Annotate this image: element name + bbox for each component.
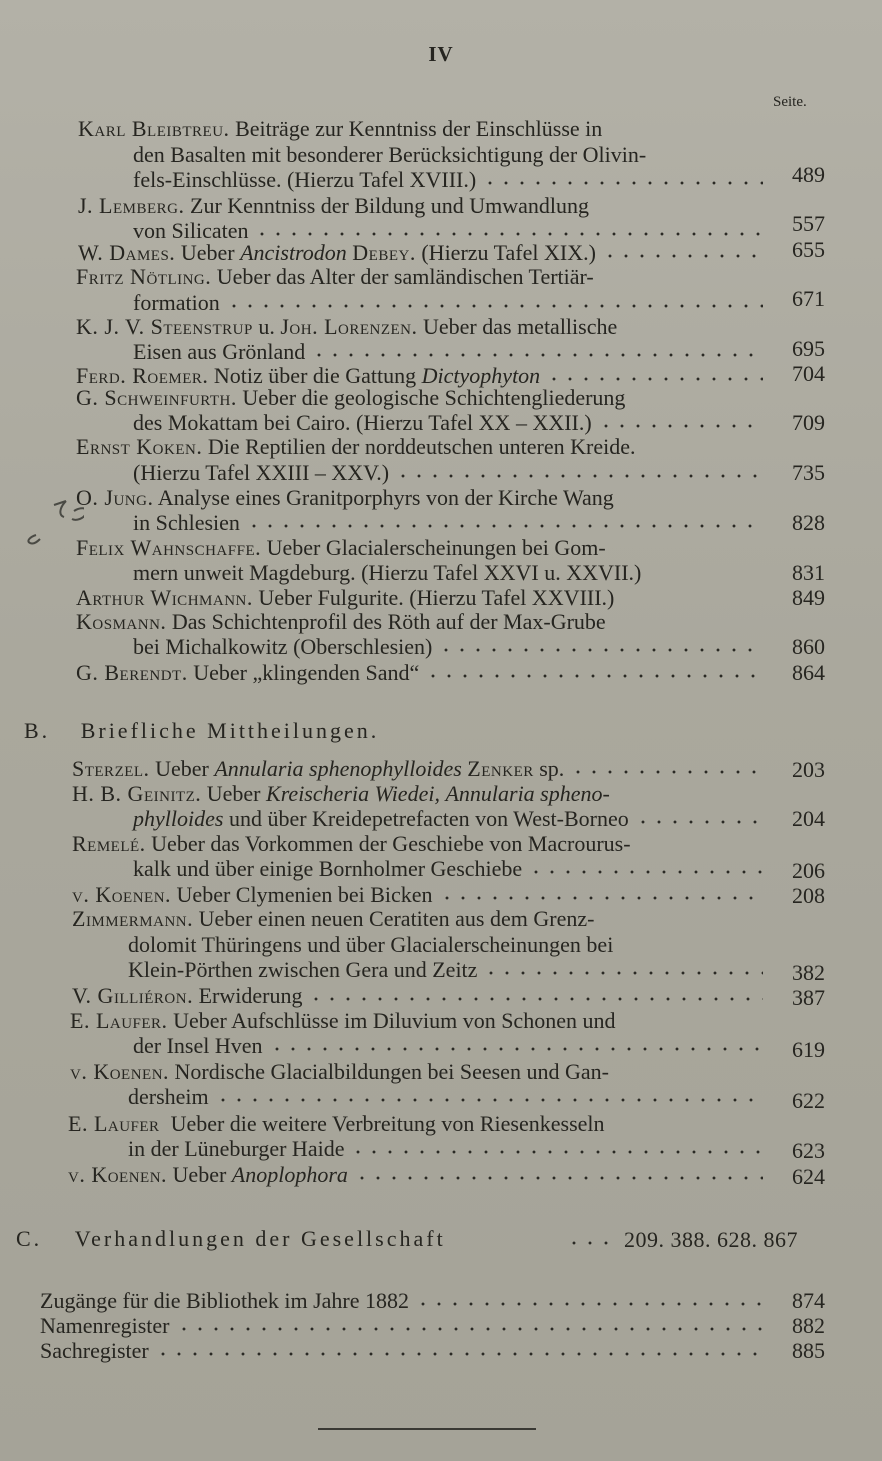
- entry-page-number: 204: [792, 806, 825, 831]
- section-heading-c: [16, 1226, 446, 1252]
- entry-author: J. Lemberg.: [78, 193, 185, 218]
- entry-page-number: 623: [792, 1138, 825, 1163]
- entry-page-number: 489: [792, 162, 825, 187]
- entry-title-line: und über Kreidepetrefacten von West-Borneo: [228, 806, 629, 831]
- leader-dots: [269, 1046, 763, 1052]
- entry-title-line: (Hierzu Tafel XXIII – XXV.): [133, 460, 390, 485]
- entry-page-number: 619: [792, 1037, 825, 1062]
- leader-dots: [254, 231, 763, 237]
- entry-title-line: Analyse eines Granitporphyrs von der Kirche Wang: [157, 485, 614, 510]
- leader-dots: [438, 647, 763, 653]
- entry-author: Felix Wahnschaffe.: [76, 535, 262, 560]
- entry-page-number: 208: [792, 883, 825, 908]
- entry-title-line: Ueber das Alter der samländischen Tertiär-: [216, 264, 594, 289]
- closing-rule: [318, 1428, 536, 1430]
- entry-title-line: Erwiderung: [198, 983, 303, 1008]
- entry-page-number: 874: [792, 1288, 825, 1313]
- leader-dots: [602, 253, 763, 259]
- section-c-pages: 209. 388. 628. 867: [624, 1227, 798, 1252]
- entry-author: W. Dames.: [78, 240, 176, 265]
- taxon-name: Kreischeria Wiedei,: [266, 781, 440, 806]
- entry-title-line: dersheim: [128, 1084, 209, 1109]
- leader-dots: [215, 1097, 763, 1103]
- entry-title-line: Das Schichtenprofil des Röth auf der Max-Grube: [171, 609, 606, 634]
- entry-title-line: Ueber Glacialerscheinungen bei Gom-: [266, 535, 606, 560]
- entry-title-line: Ueber Fulgurite. (Hierzu Tafel XXVIII.): [258, 585, 615, 610]
- entry-page-number: 704: [792, 361, 825, 386]
- entry-title-line: den Basalten mit besonderer Berücksichtigung der Olivin-: [133, 142, 647, 167]
- entry-page-number: 831: [792, 560, 825, 585]
- entry-title-line: Zugänge für die Bibliothek im Jahre 1882: [40, 1288, 410, 1313]
- entry-page-number: 382: [792, 960, 825, 985]
- entry-title-line: des Mokattam bei Cairo. (Hierzu Tafel XX – XXII.): [133, 410, 592, 435]
- leader-dots: [350, 1149, 763, 1155]
- entry-title-line: Ueber das metallische: [423, 314, 618, 339]
- entry-page-number: 624: [792, 1164, 825, 1189]
- entry-page-number: 206: [792, 858, 825, 883]
- entry-title-line: formation: [133, 290, 220, 315]
- entry-title-line: Ueber: [180, 240, 235, 265]
- entry-title-line: Ueber: [155, 756, 209, 781]
- entry-title-line: Ueber Clymenien bei Bicken: [176, 882, 433, 907]
- taxon-name: Ancistrodon: [240, 240, 347, 265]
- entry-title-line: bei Michalkowitz (Oberschlesien): [133, 634, 433, 659]
- entry-author: H. B. Geinitz.: [72, 781, 202, 806]
- entry-title-line: Namenregister: [40, 1313, 170, 1338]
- entry-title-line: Klein-Pörthen zwischen Gera und Zeitz: [128, 957, 478, 982]
- section-letter: C.: [16, 1226, 43, 1251]
- entry-title-line: Ueber Aufschlüsse im Diluvium von Schonen und: [173, 1008, 616, 1033]
- leader-dots: [570, 769, 763, 775]
- entry-title-line: Eisen aus Grönland: [133, 339, 306, 364]
- entry-page-number: 203: [792, 757, 825, 782]
- leader-dots: [566, 1240, 618, 1246]
- entry-title-line: der Insel Hven: [133, 1033, 263, 1058]
- entry-author: Remelé.: [72, 831, 146, 856]
- page-number: IV: [428, 42, 454, 66]
- entry-title-line: Ueber: [172, 1162, 227, 1187]
- entry-page-number: 557: [792, 211, 825, 236]
- taxon-name: Anoplophora: [231, 1162, 348, 1187]
- entry-title-line: Ueber das Vorkommen der Geschiebe von Macrourus-: [151, 831, 631, 856]
- entry-author: E. Laufer.: [70, 1008, 168, 1033]
- entry-author: v. Koenen.: [70, 1059, 170, 1084]
- leader-dots: [635, 819, 763, 825]
- entry-author: Sterzel.: [72, 756, 150, 781]
- entry-title-line: kalk und über einige Bornholmer Geschiebe: [133, 856, 523, 881]
- entry-title-line: Ueber die weitere Verbreitung von Riesenkesseln: [170, 1111, 605, 1136]
- taxon-name: Annularia sphenophylloides: [214, 756, 462, 781]
- entry-author: Zimmermann.: [72, 906, 194, 931]
- entry-title-line: fels-Einschlüsse. (Hierzu Tafel XVIII.): [133, 167, 477, 192]
- leader-dots: [482, 180, 763, 186]
- taxon-suffix: sp.: [539, 756, 565, 781]
- section-heading-b: [24, 718, 379, 744]
- entry-page-number: 860: [792, 634, 825, 659]
- leader-dots: [415, 1301, 763, 1307]
- entry-title-line: mern unweit Magdeburg. (Hierzu Tafel XXVI u. XXVII.): [133, 560, 642, 585]
- taxon-name: Annularia spheno-: [445, 781, 610, 806]
- leader-dots: [439, 895, 763, 901]
- section-title: Briefliche Mittheilungen.: [80, 718, 380, 743]
- pencil-mark-icon: [14, 495, 84, 555]
- leader-dots: [246, 523, 763, 529]
- entry-title-line: von Silicaten: [133, 218, 249, 243]
- entry-title-line: Nordische Glacialbildungen bei Seesen und Gan-: [174, 1059, 609, 1084]
- entry-title-line: Sachregister: [40, 1338, 149, 1363]
- entry-title-line: Ueber: [206, 781, 261, 806]
- entry-page-number: 709: [792, 410, 825, 435]
- leader-dots: [354, 1175, 763, 1181]
- leader-dots: [308, 996, 763, 1002]
- entry-author-2: Joh. Lorenzen.: [280, 314, 418, 339]
- section-title: Verhandlungen der Gesellschaft: [74, 1226, 446, 1251]
- section-c-pages-row: [560, 1227, 834, 1252]
- entry-author: V. Gilliéron.: [72, 983, 194, 1008]
- entry-page-number: 885: [792, 1338, 825, 1363]
- entry-author: G. Schweinfurth.: [76, 385, 237, 410]
- taxon-name: Dictyophyton: [421, 363, 541, 388]
- entry-title-line: Ueber „klingenden Sand“: [193, 660, 420, 685]
- entry-title-line: Beiträge zur Kenntniss der Einschlüsse in: [235, 116, 603, 141]
- entry-title-line: Ueber einen neuen Ceratiten aus dem Grenz-: [198, 906, 595, 931]
- entry-author: Ernst Koken.: [76, 434, 203, 459]
- entry-author: G. Berendt.: [76, 660, 188, 685]
- entry-page-number: 882: [792, 1313, 825, 1338]
- entry-page-number: 735: [792, 460, 825, 485]
- plate-reference: (Hierzu Tafel XIX.): [421, 240, 596, 265]
- author-conjunction: u.: [258, 314, 275, 339]
- entry-page-number: 671: [792, 286, 825, 311]
- entry-title-line: in Schlesien: [133, 510, 240, 535]
- leader-dots: [395, 473, 763, 479]
- entry-author: K. J. V. Steenstrup: [76, 314, 253, 339]
- entry-page-number: 695: [792, 336, 825, 361]
- entry-page-number: 622: [792, 1088, 825, 1113]
- leader-dots: [598, 423, 763, 429]
- seite-column-label: Seite.: [773, 94, 807, 110]
- taxon-author: Zenker: [467, 756, 534, 781]
- entry-title-line: in der Lüneburger Haide: [128, 1136, 345, 1161]
- entry-author: Karl Bleibtreu.: [78, 116, 230, 141]
- taxon-author: Debey.: [352, 240, 416, 265]
- entry-author: Arthur Wichmann.: [76, 585, 253, 610]
- leader-dots: [155, 1351, 763, 1357]
- taxon-name: phylloides: [133, 806, 224, 831]
- entry-title-line: Die Reptilien der norddeutschen unteren Kreide.: [207, 434, 636, 459]
- entry-author: O. Jung.: [76, 485, 154, 510]
- entry-page-number: 849: [792, 585, 825, 610]
- leader-dots: [311, 352, 763, 358]
- entry-author: Kosmann.: [76, 609, 167, 634]
- entry-page-number: 864: [792, 660, 825, 685]
- entry-author: Fritz Nötling.: [76, 264, 212, 289]
- leader-dots: [483, 970, 763, 976]
- section-letter: B.: [24, 718, 51, 743]
- entry-page-number: 828: [792, 510, 825, 535]
- entry-title-line: Ueber die geologische Schichtengliederung: [242, 385, 626, 410]
- entry-author: E. Laufer: [68, 1111, 160, 1136]
- leader-dots: [176, 1326, 764, 1332]
- entry-page-number: 655: [792, 237, 825, 262]
- entry-author: Ferd. Roemer.: [76, 363, 209, 388]
- entry-author: v. Koenen.: [72, 882, 172, 907]
- entry-page-number: 387: [792, 985, 825, 1010]
- entry-title-line: Zur Kenntniss der Bildung und Umwandlung: [190, 193, 590, 218]
- leader-dots: [425, 673, 763, 679]
- leader-dots: [528, 869, 763, 875]
- entry-title-line: dolomit Thüringens und über Glacialerscheinungen bei: [128, 932, 614, 957]
- leader-dots: [546, 376, 763, 382]
- entry-title-line: Notiz über die Gattung: [213, 363, 417, 388]
- leader-dots: [226, 303, 763, 309]
- entry-author: v. Koenen.: [68, 1162, 168, 1187]
